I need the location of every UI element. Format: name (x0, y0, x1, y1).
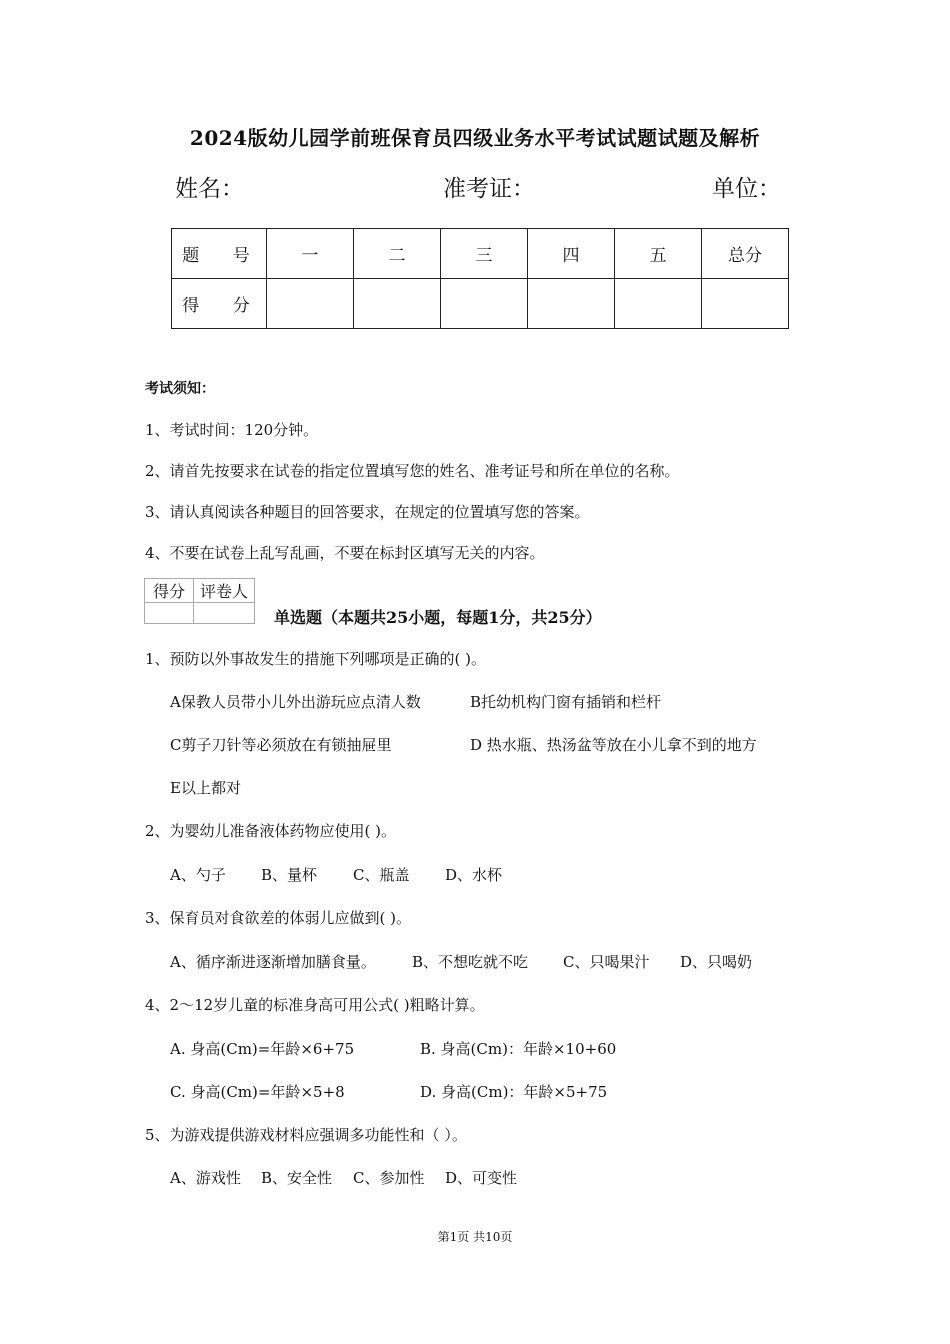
name-field-label: 姓名： (175, 176, 244, 202)
score-input-cell[interactable] (702, 279, 789, 329)
document-title: 2024版幼儿园学前班保育员四级业务水平考试试题试题及解析 (189, 126, 761, 150)
notice-item: 3、请认真阅读各种题目的回答要求，在规定的位置填写您的答案。 (145, 503, 590, 521)
grader-reviewer-label: 评卷人 (194, 579, 255, 603)
grader-score-cell[interactable] (145, 603, 194, 624)
question-option: C剪子刀针等必须放在有锁抽屉里 (170, 736, 392, 754)
notice-item: 4、不要在试卷上乱写乱画，不要在标封区填写无关的内容。 (145, 544, 545, 562)
unit-field-label: 单位： (712, 176, 781, 202)
notice-heading: 考试须知： (145, 381, 215, 397)
question-stem: 2、为婴幼儿准备液体药物应使用( )。 (145, 822, 397, 840)
score-header-cell: 二 (354, 229, 441, 279)
score-header-cell: 题 号 (172, 229, 267, 279)
question-option: C. 身高(Cm)=年龄×5+8 (170, 1083, 345, 1101)
score-header-cell: 四 (528, 229, 615, 279)
question-option: B、不想吃就不吃 (412, 953, 529, 971)
score-table (171, 228, 789, 329)
grader-box (144, 578, 255, 624)
question-stem: 3、保育员对食欲差的体弱儿应做到( )。 (145, 909, 412, 927)
question-stem: 5、为游戏提供游戏材料应强调多功能性和（ ）。 (145, 1126, 467, 1144)
question-option: D 热水瓶、热汤盆等放在小儿拿不到的地方 (470, 736, 757, 754)
question-option: D、只喝奶 (680, 953, 753, 971)
score-header-cell: 总分 (702, 229, 789, 279)
question-option: D. 身高(Cm)：年龄×5+75 (420, 1083, 608, 1101)
question-option: C、只喝果汁 (563, 953, 650, 971)
exam-id-field-label: 准考证： (443, 176, 535, 202)
question-option: D、水杯 (445, 866, 503, 884)
question-stem: 1、预防以外事故发生的措施下列哪项是正确的( )。 (145, 650, 487, 668)
score-input-cell[interactable] (354, 279, 441, 329)
score-input-cell[interactable] (528, 279, 615, 329)
score-input-cell[interactable] (441, 279, 528, 329)
score-table-score-row (172, 279, 789, 329)
page-footer: 第1页 共10页 (437, 1230, 513, 1244)
section-title: 单选题（本题共25小题，每题1分，共25分） (274, 608, 602, 627)
question-option: A. 身高(Cm)=年龄×6+75 (170, 1040, 355, 1058)
score-header-cell: 五 (615, 229, 702, 279)
question-option: B、量杯 (261, 866, 318, 884)
question-option: B、安全性 (261, 1169, 333, 1187)
grader-reviewer-cell[interactable] (194, 603, 255, 624)
score-input-cell[interactable] (267, 279, 354, 329)
question-option: A、勺子 (170, 866, 226, 884)
question-option: A、循序渐进逐渐增加膳食量。 (170, 953, 376, 971)
question-option: A、游戏性 (170, 1169, 241, 1187)
question-option: E以上都对 (170, 779, 241, 797)
question-option: C、参加性 (353, 1169, 425, 1187)
question-stem: 4、2～12岁儿童的标准身高可用公式( )粗略计算。 (145, 996, 485, 1014)
score-row-label: 得 分 (172, 279, 267, 329)
score-table-header-row (172, 229, 789, 279)
question-option: A保教人员带小儿外出游玩应点清人数 (170, 693, 421, 711)
question-option: C、瓶盖 (353, 866, 410, 884)
notice-item: 2、请首先按要求在试卷的指定位置填写您的姓名、准考证号和所在单位的名称。 (145, 462, 680, 480)
notice-item: 1、考试时间：120分钟。 (145, 421, 319, 439)
score-input-cell[interactable] (615, 279, 702, 329)
grader-score-label: 得分 (145, 579, 194, 603)
score-header-cell: 三 (441, 229, 528, 279)
score-header-cell: 一 (267, 229, 354, 279)
question-option: D、可变性 (445, 1169, 518, 1187)
question-option: B. 身高(Cm)：年龄×10+60 (420, 1040, 617, 1058)
question-option: B托幼机构门窗有插销和栏杆 (470, 693, 662, 711)
